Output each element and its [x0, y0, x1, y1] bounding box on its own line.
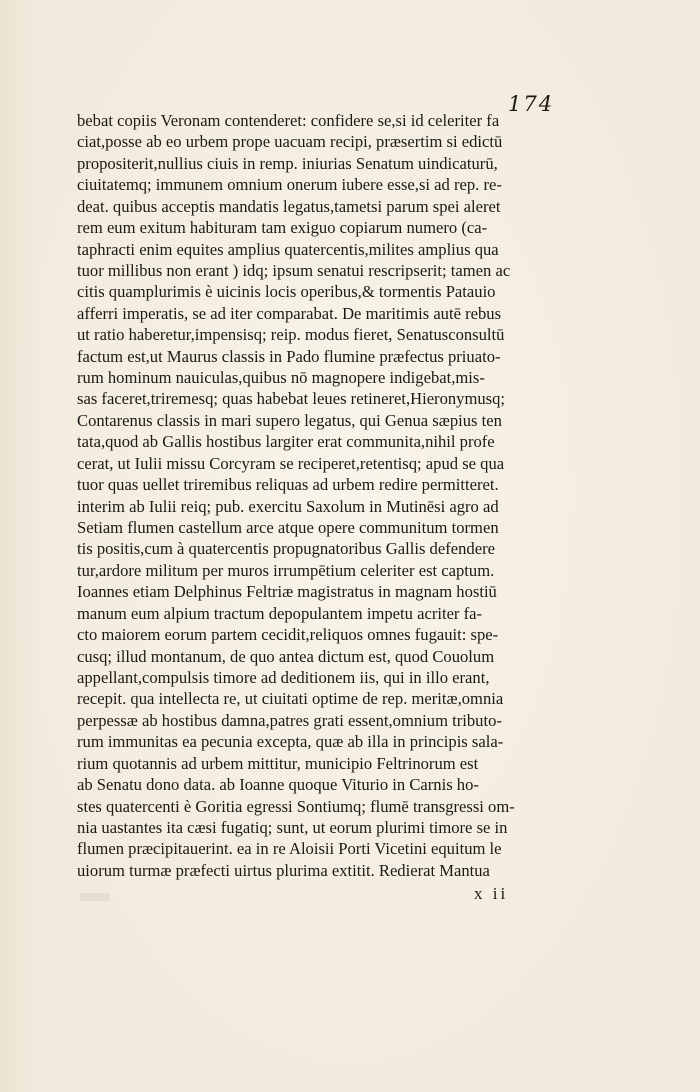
show-through-mark — [80, 893, 110, 901]
text-line: nia uastantes ita cæsi fugatiq; sunt, ut eorum plurimi timore se in — [77, 817, 508, 837]
text-line: sas faceret,triremesq; quas habebat leues retineret,Hieronymusq; — [77, 389, 506, 409]
text-line: tuor millibus non erant ) idq; ipsum senatui rescripserit; tamen ac — [77, 260, 511, 280]
text-line: uiorum turmæ præfecti uirtus plurima extitit. Redierat Mantua — [77, 860, 490, 880]
text-line: flumen præcipitauerint. ea in re Aloisii Porti Vicetini equitum le — [77, 839, 502, 859]
text-line: ciuitatemq; immunem omnium onerum iubere esse,si ad rep. re- — [77, 175, 502, 195]
text-line: tis positis,cum à quatercentis propugnatoribus Gallis defendere — [77, 539, 495, 559]
text-line: factum est,ut Maurus classis in Pado flumine præfectus priuato- — [77, 346, 501, 366]
text-line: rium quotannis ad urbem mittitur, municipio Feltrinorum est — [77, 753, 479, 773]
text-line: ut ratio haberetur,impensisq; reip. modus fieret, Senatusconsultū — [77, 325, 505, 345]
page-number: 174 — [508, 92, 555, 116]
text-line: Contarenus classis in mari supero legatus, qui Genua sæpius ten — [77, 410, 502, 430]
text-line: tur,ardore militum per muros irrumpētium celeriter est captum. — [77, 560, 495, 580]
text-line: rem eum exitum habituram tam exiguo copiarum numero (ca- — [77, 218, 488, 238]
text-line: bebat copiis Veronam contenderet: confidere se,si id celeriter fa — [77, 111, 500, 130]
text-line: deat. quibus acceptis mandatis legatus,tametsi parum spei aleret — [77, 196, 501, 216]
text-line: Setiam flumen castellum arce atque opere communitum tormen — [77, 518, 499, 538]
text-line: cusq; illud montanum, de quo antea dictum est, quod Couolum — [77, 646, 495, 666]
text-line: rum hominum nauiculas,quibus nō magnopere indigebat,mis- — [77, 368, 485, 388]
text-line: cerat, ut Iulii missu Corcyram se reciperet,retentisq; apud se qua — [77, 453, 505, 473]
text-line: tata,quod ab Gallis hostibus largiter erat communita,nihil profe — [77, 432, 495, 452]
text-line: rum immunitas ea pecunia excepta, quæ ab illa in principis sala- — [77, 732, 504, 752]
signature-mark: x ii — [474, 884, 509, 903]
text-block — [77, 110, 577, 881]
text-line: manum eum alpium tractum depopulantem impetu acriter fa- — [77, 603, 483, 623]
text-line: citis quamplurimis è uicinis locis operibus,& tormentis Patauio — [77, 282, 496, 302]
text-line: appellant,compulsis timore ad deditionem iis, qui in illo erant, — [77, 667, 490, 687]
text-line: afferri imperatis, se ad iter comparabat. De maritimis autē rebus — [77, 303, 502, 323]
text-line: interim ab Iulii reiq; pub. exercitu Saxolum in Mutinēsi agro ad — [77, 496, 499, 516]
text-line: tuor quas uellet triremibus reliquas ad urbem redire permitteret. — [77, 475, 499, 495]
text-line: ab Senatu dono data. ab Ioanne quoque Viturio in Carnis ho- — [77, 775, 479, 795]
text-line: stes quatercenti è Goritia egressi Sontiumq; flumē transgressi om- — [77, 796, 515, 816]
text-line: propositerit,nullius ciuis in remp. iniurias Senatum uindicaturū, — [77, 153, 498, 173]
text-line: perpessæ ab hostibus damna,patres grati essent,omnium tributo- — [77, 710, 502, 730]
text-line: Ioannes etiam Delphinus Feltriæ magistratus in magnam hostiū — [77, 582, 497, 602]
text-line: ciat,posse ab eo urbem prope uacuam recipi, præsertim si edictū — [77, 132, 503, 152]
text-line: recepit. qua intellecta re, ut ciuitati optime de rep. meritæ,omnia — [77, 689, 504, 709]
text-line: taphracti enim equites amplius quatercentis,milites amplius qua — [77, 239, 499, 259]
text-line: cto maiorem eorum partem cecidit,reliquos omnes fugauit: spe- — [77, 625, 499, 645]
